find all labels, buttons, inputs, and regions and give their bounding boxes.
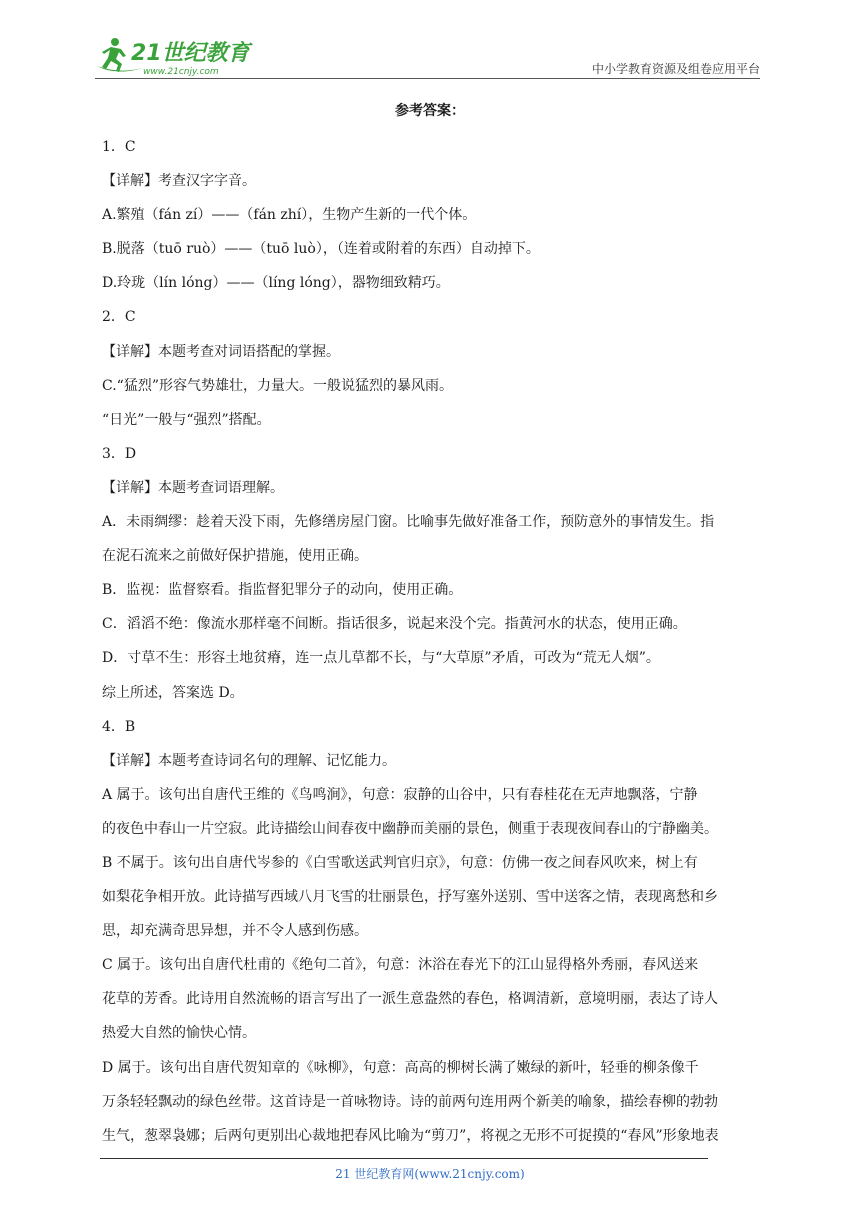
answer-line: 的夜色中春山一片空寂。此诗描绘山间春夜中幽静而美丽的景色，侧重于表现夜间春山的宁静幽美。: [102, 820, 718, 837]
answer-line: D．寸草不生：形容土地贫瘠，连一点儿草都不长，与“大草原”矛盾，可改为“荒无人烟”。: [102, 650, 660, 667]
answer-line: A．未雨绸缪：趁着天没下雨，先修缮房屋门窗。比喻事先做好准备工作，预防意外的事情发生。指: [102, 514, 715, 531]
answer-line: 1．C: [102, 139, 136, 155]
answer-line: A.繁殖（fán zí）——（fán zhí），生物产生新的一代个体。: [102, 207, 477, 224]
answer-line: 【详解】本题考查词语理解。: [102, 479, 284, 496]
answer-line: 【详解】考查汉字字音。: [102, 173, 256, 190]
answer-line: B.脱落（tuō ruò）——（tuō luò），（连着或附着的东西）自动掉下。: [102, 241, 540, 258]
answer-line: 万条轻轻飘动的绿色丝带。这首诗是一首咏物诗。诗的前两句连用两个新美的喻象，描绘春柳的勃勃: [102, 1093, 718, 1110]
page-header: [95, 36, 760, 80]
answer-line: 热爱大自然的愉快心情。: [102, 1025, 256, 1042]
answer-line: 生气，葱翠袅娜；后两句更别出心裁地把春风比喻为“剪刀”，将视之无形不可捉摸的“春风”形象地表: [102, 1127, 719, 1144]
answer-line: A 属于。该句出自唐代王维的《鸟鸣涧》，句意：寂静的山谷中，只有春桂花在无声地飘落，宁静: [102, 786, 698, 803]
answer-line: 3．D: [102, 445, 137, 462]
platform-name: 中小学教育资源及组卷应用平台: [591, 62, 760, 76]
answer-line: 【详解】本题考查诗词名句的理解、记忆能力。: [102, 752, 396, 769]
page-title: 参考答案：: [395, 103, 465, 119]
answer-line: “日光”一般与“强烈”搭配。: [102, 411, 271, 428]
footer-link[interactable]: 21 世纪教育网(www.21cnjy.com): [335, 1167, 525, 1181]
answer-line: B．监视：监督察看。指监督犯罪分子的动向，使用正确。: [102, 582, 463, 599]
answer-line: 2．C: [102, 309, 136, 326]
answer-line: C.“猛烈”形容气势雄壮，力量大。一般说猛烈的暴风雨。: [102, 377, 453, 394]
header-divider: [95, 78, 760, 79]
answer-line: D 属于。该句出自唐代贺知章的《咏柳》，句意：高高的柳树长满了嫩绿的新叶，轻垂的柳条像千: [102, 1059, 699, 1076]
answer-line: B 不属于。该句出自唐代岑参的《白雪歌送武判官归京》，句意：仿佛一夜之间春风吹来，树上有: [102, 854, 698, 871]
answer-line: 思，却充满奇思异想，并不令人感到伤感。: [102, 923, 368, 940]
answer-line: D.玲珑（lín lóng）——（líng lóng），器物细致精巧。: [102, 275, 450, 292]
answer-line: 综上所述，答案选 D。: [102, 684, 244, 701]
answer-content: [102, 130, 762, 1153]
answer-line: 花草的芳香。此诗用自然流畅的语言写出了一派生意盎然的春色，格调清新，意境明丽，表达了诗人: [102, 991, 718, 1008]
logo-wordmark: 21世纪教育: [131, 41, 250, 66]
answer-line: C．滔滔不绝：像流水那样毫不间断。指话很多，说起来没个完。指黄河水的状态，使用正确。: [102, 616, 687, 633]
site-logo: [95, 36, 265, 78]
answer-line: C 属于。该句出自唐代杜甫的《绝句二首》，句意：沐浴在春光下的江山显得格外秀丽，春风送来: [102, 957, 699, 974]
answer-line: 如梨花争相开放。此诗描写西域八月飞雪的壮丽景色，抒写塞外送别、雪中送客之情，表现离愁和乡: [102, 889, 718, 906]
logo-url: www.21cnjy.com: [143, 67, 219, 77]
answer-line: 【详解】本题考查对词语搭配的掌握。: [102, 343, 340, 360]
answer-line: 4．B: [102, 718, 136, 735]
answer-line: 在泥石流来之前做好保护措施，使用正确。: [102, 548, 368, 565]
footer-divider: [100, 1158, 708, 1159]
